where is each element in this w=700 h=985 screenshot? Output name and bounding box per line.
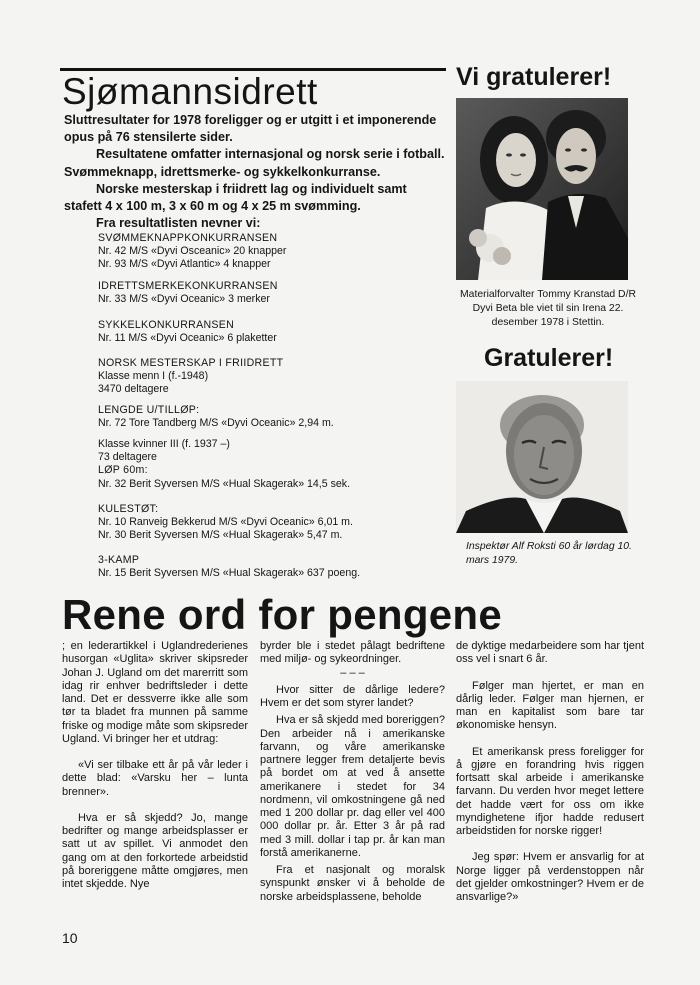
article-paragraph: Hva er så skjedd? Jo, mange bedrifter og mange arbeidsplasser er satt ut av spillet. Vi anmodet den gang om at den forkortede arbeidstid på boreriggene måtte omgjøres, men intet skjedde. Nye (62, 811, 248, 890)
section-separator: – – – (340, 666, 365, 679)
results-line: Nr. 15 Berit Syversen M/S «Hual Skagerak» 637 poeng. (98, 567, 361, 579)
article-paragraph: Hva er så skjedd med boreriggen? Den arbeider nå i amerikanske farvann, og våre amerikanske partnere legger frem detaljerte bevis på bordet om at ved å ansette amerikanere i stedet for 34 nordmenn, vil omkostningene gå ned med 1 200 dollar pr. dag eller vel 400 000 dollar pr. år. Etter 3 år på rad med 3 mill. dollar i tap pr. år kan man forstå amerikanerne. (260, 714, 445, 859)
intro-paragraph: Fra resultatlisten nevner vi: (96, 216, 261, 231)
article-paragraph: Hvor sitter de dårlige ledere? Hvem er det som styrer landet? (260, 683, 445, 709)
results-heading: KULESTØT: (98, 503, 159, 515)
results-line: Nr. 30 Berit Syversen M/S «Hual Skagerak» 5,47 m. (98, 529, 343, 541)
wedding-photo-caption: Materialforvalter Tommy Kranstad D/R Dyvi Beta ble viet til sin Irena 22. desember 1978 i Stettin. (460, 289, 636, 328)
article-paragraph: Følger man hjertet, er man en dårlig leder. Følger man hjernen, er man en kapitalist som bare tar økonomiske hensyn. (456, 679, 644, 732)
article-column (260, 640, 445, 904)
results-heading: LØP 60m: (98, 464, 148, 476)
results-line: Klasse kvinner III (f. 1937 –) (98, 438, 230, 450)
article-intro (64, 112, 448, 232)
congrats-title: Vi gratulerer! (456, 63, 612, 91)
portrait-photo-caption: Inspektør Alf Roksti 60 år lørdag 10. mars 1979. (466, 541, 632, 566)
results-heading: LENGDE U/TILLØP: (98, 404, 200, 416)
article-column (456, 640, 644, 904)
results-heading: NORSK MESTERSKAP I FRIIDRETT (98, 357, 284, 369)
results-line: Nr. 11 M/S «Dyvi Oceanic» 6 plaketter (98, 332, 277, 344)
article-title-rene-ord: Rene ord for pengene (62, 591, 503, 638)
results-line: Klasse menn I (f.-1948) (98, 370, 209, 382)
article-column (62, 640, 248, 891)
article-paragraph: ; en lederartikkel i Uglandrederienes husorgan «Uglita» skriver skipsreder Johan J. Ugland om det marerritt som idag rir enhver bedriftsleder i dette land. Det er dessverre ikke alle som tør ta bladet fra munnen på samme friske og modige måte som skipsreder Ugland. Vi bringer her et utdrag: (62, 640, 248, 745)
intro-paragraph: Resultatene omfatter internasjonal og norsk serie i fotball. Svømmeknapp, idrettsmerke- og sykkelkonkurranse. (64, 147, 445, 179)
wedding-photo (456, 98, 628, 280)
results-heading: 3-KAMP (98, 554, 140, 566)
results-line: Nr. 10 Ranveig Bekkerud M/S «Dyvi Oceanic» 6,01 m. (98, 516, 353, 528)
article-paragraph: de dyktige medarbeidere som har tjent oss vel i snart 6 år. (456, 640, 644, 666)
congrats-title: Gratulerer! (484, 344, 614, 372)
results-heading: SVØMMEKNAPPKONKURRANSEN (98, 232, 278, 244)
wedding-photo-illustration (456, 98, 628, 280)
article-paragraph: Jeg spør: Hvem er ansvarlig for at Norge ligger på verdenstoppen når det gjelder omkostninger? Hvem er de ansvarlige?» (456, 851, 644, 903)
results-line: Nr. 32 Berit Syversen M/S «Hual Skagerak» 14,5 sek. (98, 478, 351, 490)
results-line: Nr. 72 Tore Tandberg M/S «Dyvi Oceanic» 2,94 m. (98, 417, 334, 429)
results-heading: IDRETTSMERKEKONKURRANSEN (98, 280, 278, 292)
article-paragraph: byrder ble i stedet pålagt bedriftene med miljø- og sykeordninger. (260, 640, 445, 666)
results-line: Nr. 42 M/S «Dyvi Osceanic» 20 knapper (98, 245, 287, 257)
portrait-photo (456, 381, 628, 533)
results-heading: SYKKELKONKURRANSEN (98, 319, 235, 331)
results-line: Nr. 33 M/S «Dyvi Oceanic» 3 merker (98, 293, 270, 305)
page-number: 10 (62, 930, 78, 946)
intro-paragraph: Sluttresultater for 1978 foreligger og er utgitt i et imponerende opus på 76 stensilerte sider. (64, 113, 437, 145)
portrait-photo-illustration (456, 381, 628, 533)
article-paragraph: Et amerikansk press foreligger for å gjøre en forandring hvis riggen fortsatt skal arbeide i amerikanske farvann. Du verden hvor meget lettere det hadde vært for oss om ikke myndighetene ifjor hadde redusert arbeidstiden for norske rigger! (456, 745, 644, 837)
results-line: 73 deltagere (98, 451, 157, 463)
article-title-sjomannsidrett: Sjømannsidrett (62, 71, 318, 112)
results-line: 3470 deltagere (98, 383, 169, 395)
article-paragraph: Fra et nasjonalt og moralsk synspunkt ønsker vi å beholde de norske arbeidsplassene, beholde (260, 864, 445, 903)
intro-paragraph: Norske mesterskap i friidrett lag og individuelt samt stafett 4 x 100 m, 3 x 60 m og 4 x 25 m svømming. (64, 181, 407, 214)
article-paragraph: «Vi ser tilbake ett år på vår leder i dette blad: «Varsku her – lunta brenner». (62, 759, 248, 798)
results-line: Nr. 93 M/S «Dyvi Atlantic» 4 knapper (98, 258, 271, 270)
